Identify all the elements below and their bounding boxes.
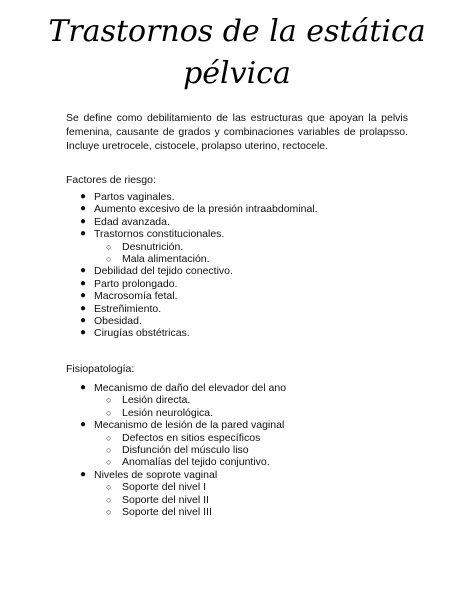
list-item-text: Niveles de soprote vaginal bbox=[94, 468, 218, 481]
hollow-bullet-icon: ○ bbox=[106, 432, 112, 443]
list-item bbox=[66, 253, 446, 265]
filled-bullet-icon: ● bbox=[80, 290, 87, 302]
list-item bbox=[66, 327, 446, 339]
list-item-text: Lesión neurológica. bbox=[122, 406, 214, 419]
list-item-text: Mecanismo de daño del elevador del ano bbox=[94, 382, 287, 394]
list-item-text: Partos vaginales. bbox=[94, 191, 175, 203]
list-item-text: Defectos en sitios específicos bbox=[122, 431, 261, 444]
list-item bbox=[66, 444, 446, 456]
title-line-1: Trastornos de la estática bbox=[48, 14, 426, 49]
list-item bbox=[66, 407, 446, 419]
list-item-text: Disfunción del músculo liso bbox=[122, 444, 249, 457]
list-item-text: Estreñimiento. bbox=[94, 302, 162, 315]
list-item bbox=[66, 481, 446, 493]
list-item bbox=[66, 216, 446, 228]
filled-bullet-icon: ● bbox=[80, 419, 87, 431]
filled-bullet-icon: ● bbox=[80, 265, 87, 277]
hollow-bullet-icon: ○ bbox=[106, 254, 112, 265]
hollow-bullet-icon: ○ bbox=[106, 507, 112, 518]
risk-factors-heading: Factores de riesgo: bbox=[66, 174, 156, 186]
hollow-bullet-icon: ○ bbox=[106, 482, 112, 493]
list-item-text: Trastornos constitucionales. bbox=[94, 228, 225, 241]
hollow-bullet-icon: ○ bbox=[106, 407, 112, 418]
list-item bbox=[66, 315, 446, 327]
list-item bbox=[66, 494, 446, 506]
list-item-text: Soporte del nivel III bbox=[122, 506, 212, 519]
list-item-text: Debilidad del tejido conectivo. bbox=[94, 265, 233, 278]
filled-bullet-icon: ● bbox=[80, 277, 87, 289]
list-item-text: Mecanismo de lesión de la pared vaginal bbox=[94, 419, 285, 432]
list-item-text: Mala alimentación. bbox=[122, 253, 210, 266]
hollow-bullet-icon: ○ bbox=[106, 457, 112, 468]
list-item bbox=[66, 419, 446, 431]
physiopathology-list bbox=[66, 382, 446, 518]
physiopathology-heading: Fisiopatología: bbox=[66, 363, 135, 375]
filled-bullet-icon: ● bbox=[80, 327, 87, 339]
filled-bullet-icon: ● bbox=[80, 191, 87, 202]
list-item-text: Cirugías obstétricas. bbox=[94, 327, 190, 340]
list-item-text: Lesión directa. bbox=[122, 394, 191, 407]
filled-bullet-icon: ● bbox=[80, 203, 87, 215]
hollow-bullet-icon: ○ bbox=[106, 241, 112, 252]
list-item-text: Obesidad. bbox=[94, 315, 142, 328]
list-item bbox=[66, 456, 446, 468]
list-item-text: Parto prolongado. bbox=[94, 277, 178, 290]
list-item-text: Soporte del nivel II bbox=[122, 493, 209, 506]
intro-paragraph: Se define como debilitamiento de las estructuras que apoyan la pelvis femenina, causante de grados y combinaciones variables de prolapsso. Incluye uretrocele, cistocele, prolapso uterino, rectocele. bbox=[66, 112, 408, 152]
list-item bbox=[66, 265, 446, 277]
list-item bbox=[66, 469, 446, 481]
filled-bullet-icon: ● bbox=[80, 215, 87, 227]
filled-bullet-icon: ● bbox=[80, 315, 87, 327]
list-item bbox=[66, 290, 446, 302]
list-item-text: Edad avanzada. bbox=[94, 215, 170, 228]
list-item-text: Desnutrición. bbox=[122, 240, 184, 253]
hollow-bullet-icon: ○ bbox=[106, 395, 112, 406]
filled-bullet-icon: ● bbox=[80, 468, 87, 480]
list-item bbox=[66, 228, 446, 240]
list-item bbox=[66, 394, 446, 406]
risk-factors-list bbox=[66, 191, 446, 340]
filled-bullet-icon: ● bbox=[80, 382, 87, 393]
filled-bullet-icon: ● bbox=[80, 302, 87, 314]
title-line-2: pélvica bbox=[183, 56, 291, 91]
list-item bbox=[66, 241, 446, 253]
list-item bbox=[66, 303, 446, 315]
list-item-text: Soporte del nivel I bbox=[122, 481, 207, 494]
list-item bbox=[66, 191, 446, 203]
hollow-bullet-icon: ○ bbox=[106, 494, 112, 505]
hollow-bullet-icon: ○ bbox=[106, 445, 112, 456]
list-item-text: Anomalías del tejido conjuntivo. bbox=[122, 456, 270, 469]
list-item-text: Macrosomía fetal. bbox=[94, 290, 178, 303]
list-item-text: Aumento excesivo de la presión intraabdominal. bbox=[94, 203, 318, 216]
list-item bbox=[66, 432, 446, 444]
list-item bbox=[66, 506, 446, 518]
list-item bbox=[66, 278, 446, 290]
list-item bbox=[66, 203, 446, 215]
filled-bullet-icon: ● bbox=[80, 228, 87, 240]
list-item bbox=[66, 382, 446, 394]
